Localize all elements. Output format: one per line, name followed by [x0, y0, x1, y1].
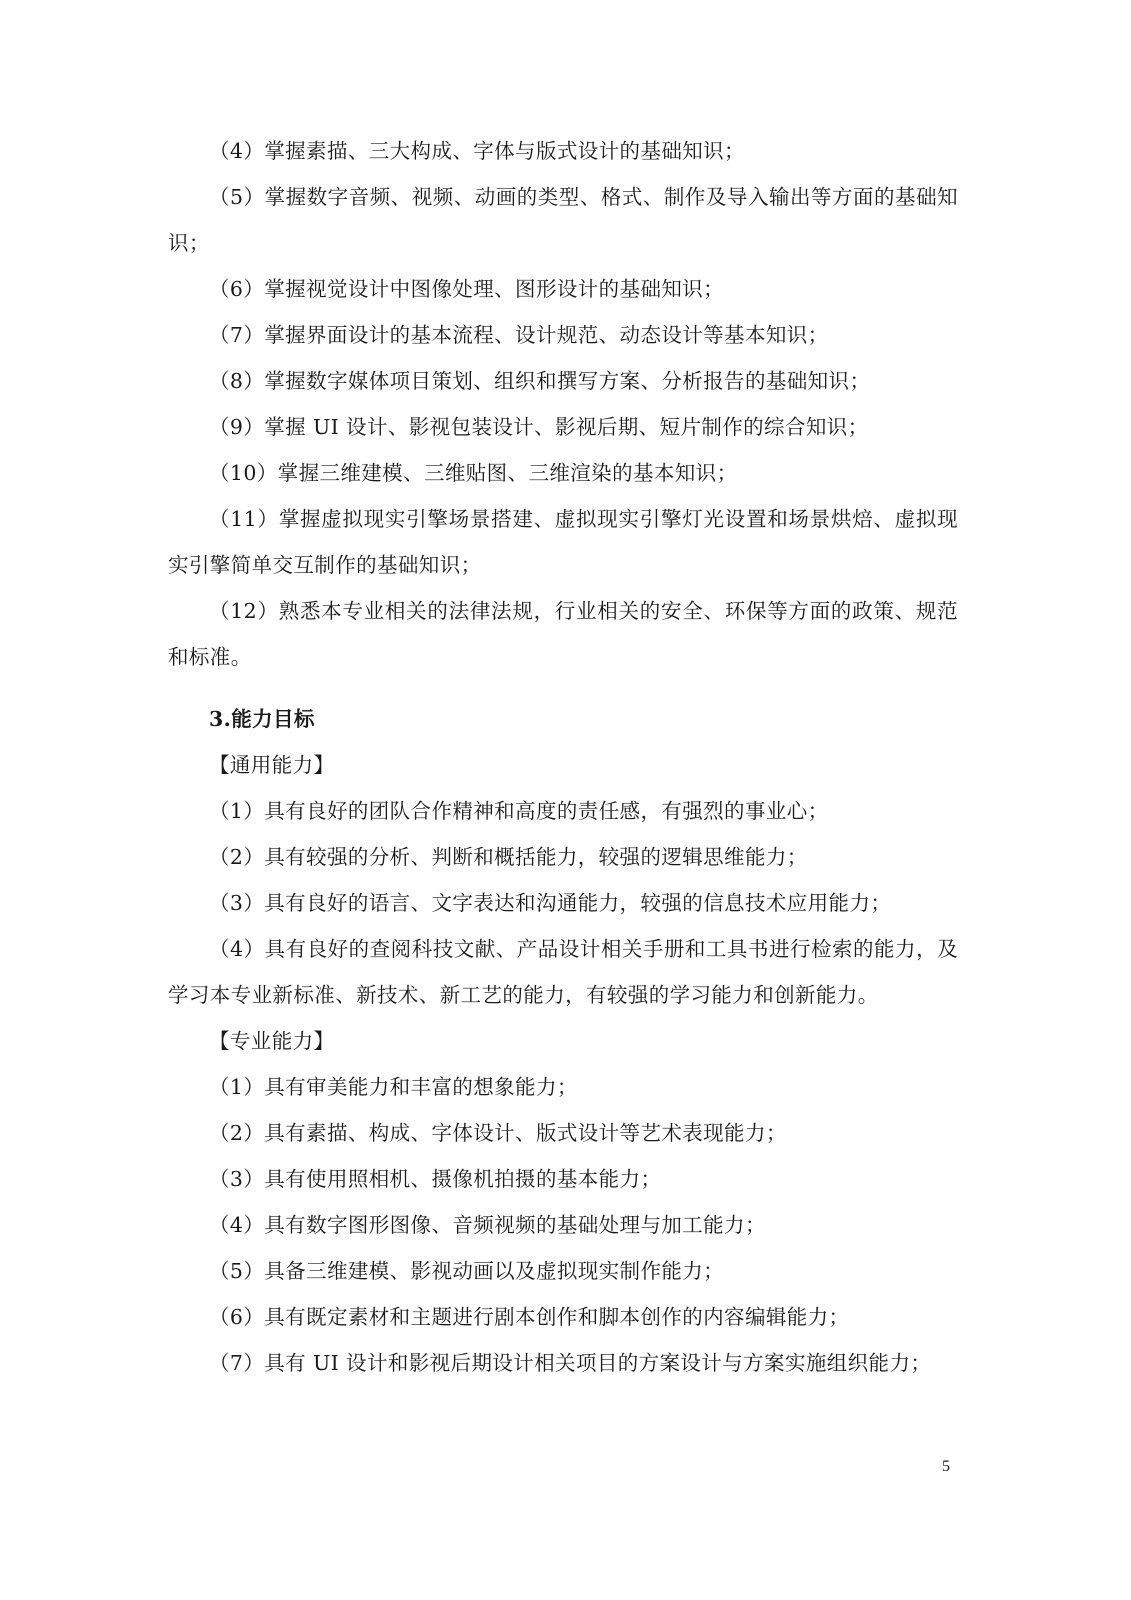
section-heading-ability: 3.能力目标	[209, 707, 315, 731]
page-body	[168, 128, 958, 1386]
professional-ability-item-3: （3）具有使用照相机、摄像机拍摄的基本能力；	[209, 1167, 662, 1191]
professional-ability-item-7: （7）具有 UI 设计和影视后期设计相关项目的方案设计与方案实施组织能力；	[209, 1351, 932, 1375]
general-ability-item-1: （1）具有良好的团队合作精神和高度的责任感，有强烈的事业心；	[209, 799, 829, 823]
professional-ability-item-6: （6）具有既定素材和主题进行剧本创作和脚本创作的内容编辑能力；	[209, 1305, 850, 1329]
general-ability-title: 【通用能力】	[209, 753, 335, 777]
professional-ability-item-1: （1）具有审美能力和丰富的想象能力；	[209, 1075, 578, 1099]
knowledge-item-12: （12）熟悉本专业相关的法律法规，行业相关的安全、环保等方面的政策、规范和标准。	[168, 599, 958, 669]
knowledge-item-10: （10）掌握三维建模、三维贴图、三维渲染的基本知识；	[209, 461, 738, 485]
knowledge-item-4: （4）掌握素描、三大构成、字体与版式设计的基础知识；	[209, 139, 745, 163]
knowledge-item-5: （5）掌握数字音频、视频、动画的类型、格式、制作及导入输出等方面的基础知识；	[168, 185, 958, 255]
general-ability-item-4: （4）具有良好的查阅科技文献、产品设计相关手册和工具书进行检索的能力，及学习本专业新标准、新技术、新工艺的能力，有较强的学习能力和创新能力。	[168, 937, 958, 1007]
knowledge-item-11: （11）掌握虚拟现实引擎场景搭建、虚拟现实引擎灯光设置和场景烘焙、虚拟现实引擎简单交互制作的基础知识；	[168, 507, 958, 577]
knowledge-item-6: （6）掌握视觉设计中图像处理、图形设计的基础知识；	[209, 277, 725, 301]
professional-ability-item-4: （4）具有数字图形图像、音频视频的基础处理与加工能力；	[209, 1213, 766, 1237]
professional-ability-item-5: （5）具备三维建模、影视动画以及虚拟现实制作能力；	[209, 1259, 725, 1283]
knowledge-item-8: （8）掌握数字媒体项目策划、组织和撰写方案、分析报告的基础知识；	[209, 369, 871, 393]
professional-ability-title: 【专业能力】	[209, 1029, 335, 1053]
general-ability-item-3: （3）具有良好的语言、文字表达和沟通能力，较强的信息技术应用能力；	[209, 891, 892, 915]
page-number: 5	[942, 1458, 950, 1475]
general-ability-item-2: （2）具有较强的分析、判断和概括能力，较强的逻辑思维能力；	[209, 845, 808, 869]
knowledge-item-9: （9）掌握 UI 设计、影视包装设计、影视后期、短片制作的综合知识；	[209, 415, 869, 439]
professional-ability-item-2: （2）具有素描、构成、字体设计、版式设计等艺术表现能力；	[209, 1121, 787, 1145]
knowledge-item-7: （7）掌握界面设计的基本流程、设计规范、动态设计等基本知识；	[209, 323, 829, 347]
